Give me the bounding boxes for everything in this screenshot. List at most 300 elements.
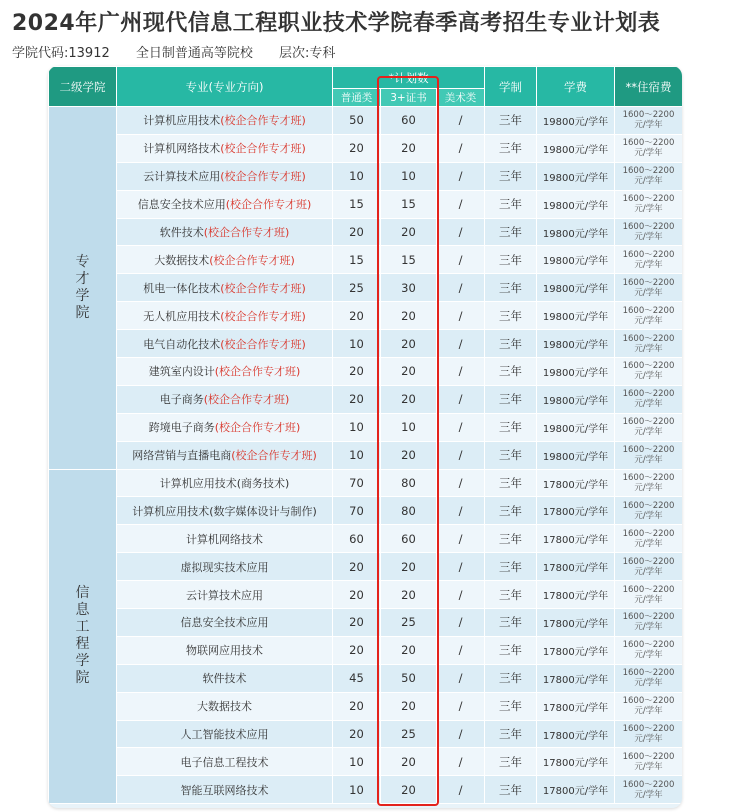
major-cell	[117, 134, 333, 162]
art-count: /	[437, 469, 485, 497]
art-count: /	[437, 581, 485, 609]
major-cell	[117, 107, 333, 135]
duration-cell: 三年	[485, 664, 537, 692]
cert-count: 20	[381, 581, 437, 609]
table-row	[49, 609, 683, 637]
dorm-cell	[615, 190, 683, 218]
major-name: 计算机网络技术	[143, 142, 221, 156]
general-count: 25	[333, 274, 381, 302]
table-body	[49, 107, 683, 804]
dorm-unit: 元/学年	[634, 259, 663, 270]
table-row	[49, 413, 683, 441]
duration-cell: 三年	[485, 413, 537, 441]
dorm-range: 1600～2200	[622, 194, 675, 205]
fee-cell: 19800元/学年	[537, 218, 615, 246]
dorm-unit: 元/学年	[634, 734, 663, 745]
table-row	[49, 748, 683, 776]
table-row	[49, 358, 683, 386]
cert-count: 80	[381, 469, 437, 497]
header-fee: 学费	[537, 67, 615, 107]
art-count: /	[437, 385, 485, 413]
art-count: /	[437, 330, 485, 358]
cert-count: 15	[381, 190, 437, 218]
major-cell	[117, 525, 333, 553]
major-cell	[117, 776, 333, 804]
cert-count: 80	[381, 497, 437, 525]
dorm-range: 1600～2200	[622, 500, 675, 511]
fee-cell: 19800元/学年	[537, 134, 615, 162]
table-row	[49, 190, 683, 218]
major-tag: (校企合作专才班)	[220, 337, 306, 351]
general-count: 20	[333, 358, 381, 386]
dorm-cell	[615, 441, 683, 469]
duration-cell: 三年	[485, 553, 537, 581]
dorm-range: 1600～2200	[622, 779, 675, 790]
cert-count: 20	[381, 748, 437, 776]
table-row	[49, 636, 683, 664]
dorm-unit: 元/学年	[634, 510, 663, 521]
art-count: /	[437, 246, 485, 274]
fee-cell: 19800元/学年	[537, 162, 615, 190]
dorm-unit: 元/学年	[634, 427, 663, 438]
duration-cell: 三年	[485, 134, 537, 162]
major-name: 计算机应用技术	[143, 114, 221, 128]
dorm-range: 1600～2200	[622, 166, 675, 177]
table-row	[49, 107, 683, 135]
dorm-unit: 元/学年	[634, 176, 663, 187]
major-tag: (校企合作专才班)	[220, 309, 306, 323]
fee-cell: 17800元/学年	[537, 581, 615, 609]
art-count: /	[437, 692, 485, 720]
dorm-cell	[615, 497, 683, 525]
cert-count: 15	[381, 246, 437, 274]
general-count: 20	[333, 553, 381, 581]
major-name: 软件技术	[159, 226, 204, 239]
general-count: 10	[333, 330, 381, 358]
enrollment-plan-table	[48, 66, 682, 808]
table-row	[49, 274, 683, 302]
dorm-unit: 元/学年	[634, 371, 663, 382]
dorm-cell	[615, 692, 683, 720]
major-cell	[117, 218, 333, 246]
major-cell	[117, 441, 333, 469]
fee-cell: 19800元/学年	[537, 107, 615, 135]
dorm-unit: 元/学年	[634, 761, 663, 772]
major-name: 大数据技术	[197, 700, 252, 714]
table-row	[49, 525, 683, 553]
major-name: 电气自动化技术	[143, 337, 221, 351]
major-tag: (校企合作专才班)	[220, 142, 306, 156]
fee-cell: 19800元/学年	[537, 358, 615, 386]
major-tag: (校企合作专才班)	[214, 365, 301, 379]
dorm-cell	[615, 636, 683, 664]
duration-cell: 三年	[485, 107, 537, 135]
fee-cell: 17800元/学年	[537, 525, 615, 553]
dorm-unit: 元/学年	[634, 232, 663, 242]
major-cell	[117, 748, 333, 776]
general-count: 20	[333, 720, 381, 748]
general-count: 15	[333, 190, 381, 218]
general-count: 45	[333, 664, 381, 692]
major-name: 计算机网络技术	[186, 532, 263, 546]
school-code: 学院代码:13912	[12, 46, 110, 61]
cert-count: 20	[381, 776, 437, 804]
school-type: 全日制普通高等院校	[135, 46, 253, 61]
fee-cell: 17800元/学年	[537, 609, 615, 637]
cert-count: 60	[381, 107, 437, 135]
major-tag: (校企合作专才班)	[225, 198, 312, 212]
duration-cell: 三年	[485, 358, 537, 386]
art-count: /	[437, 609, 485, 637]
major-tag: (校企合作专才班)	[220, 114, 306, 128]
table-row	[49, 553, 683, 581]
dorm-unit: 元/学年	[634, 538, 663, 549]
general-count: 10	[333, 748, 381, 776]
table-row	[49, 330, 683, 358]
major-cell	[117, 664, 333, 692]
table-row	[49, 664, 683, 692]
college-cell	[49, 469, 117, 804]
dorm-cell	[615, 162, 683, 190]
dorm-unit: 元/学年	[634, 789, 663, 800]
major-tag: (校企合作专才班)	[231, 449, 317, 463]
general-count: 10	[333, 441, 381, 469]
dorm-cell	[615, 720, 683, 748]
dorm-unit: 元/学年	[634, 343, 663, 354]
art-count: /	[437, 190, 485, 218]
dorm-range: 1600～2200	[622, 751, 675, 762]
fee-cell: 17800元/学年	[537, 469, 615, 497]
general-count: 20	[333, 218, 381, 246]
dorm-unit: 元/学年	[634, 120, 663, 131]
cert-count: 60	[381, 525, 437, 553]
cert-count: 20	[381, 330, 437, 358]
cert-count: 20	[381, 385, 437, 413]
dorm-range: 1600～2200	[622, 249, 675, 260]
major-name: 云计算技术应用	[143, 170, 221, 184]
cert-count: 20	[381, 636, 437, 664]
duration-cell: 三年	[485, 609, 537, 637]
cert-count: 10	[381, 162, 437, 190]
fee-cell: 19800元/学年	[537, 330, 615, 358]
dorm-unit: 元/学年	[634, 204, 663, 215]
major-cell	[117, 330, 333, 358]
dorm-range: 1600～2200	[622, 528, 675, 539]
fee-cell: 17800元/学年	[537, 720, 615, 748]
dorm-unit: 元/学年	[634, 148, 663, 159]
major-cell	[117, 413, 333, 441]
art-count: /	[437, 720, 485, 748]
dorm-cell	[615, 413, 683, 441]
duration-cell: 三年	[485, 385, 537, 413]
dorm-range: 1600～2200	[622, 445, 675, 456]
major-name: 跨境电子商务	[148, 421, 215, 435]
duration-cell: 三年	[485, 218, 537, 246]
art-count: /	[437, 748, 485, 776]
table-row	[49, 385, 683, 413]
major-cell	[117, 469, 333, 497]
dorm-range: 1600～2200	[622, 668, 675, 679]
dorm-cell	[615, 358, 683, 386]
dorm-range: 1600～2200	[622, 222, 675, 232]
dorm-cell	[615, 302, 683, 330]
cert-count: 25	[381, 720, 437, 748]
major-name: 物联网应用技术	[186, 644, 263, 658]
dorm-range: 1600～2200	[622, 277, 675, 288]
dorm-range: 1600～2200	[622, 110, 675, 121]
major-name: 电子信息工程技术	[180, 755, 269, 769]
dorm-unit: 元/学年	[634, 622, 663, 633]
college-name: 专才学院	[75, 253, 90, 321]
art-count: /	[437, 441, 485, 469]
dorm-cell	[615, 330, 683, 358]
dorm-range: 1600～2200	[622, 389, 675, 400]
duration-cell: 三年	[485, 246, 537, 274]
header-art: 美术类	[437, 89, 485, 107]
major-name: 无人机应用技术	[143, 309, 221, 323]
general-count: 15	[333, 246, 381, 274]
major-name: 信息安全技术应用	[137, 198, 226, 212]
duration-cell: 三年	[485, 162, 537, 190]
header-major: 专业(专业方向)	[117, 67, 333, 107]
dorm-unit: 元/学年	[634, 678, 663, 689]
cert-count: 20	[381, 302, 437, 330]
cert-count: 50	[381, 664, 437, 692]
dorm-range: 1600～2200	[622, 305, 675, 316]
general-count: 20	[333, 385, 381, 413]
fee-cell: 17800元/学年	[537, 664, 615, 692]
dorm-cell	[615, 664, 683, 692]
dorm-unit: 元/学年	[634, 566, 663, 577]
duration-cell: 三年	[485, 692, 537, 720]
fee-cell: 17800元/学年	[537, 776, 615, 804]
dorm-unit: 元/学年	[634, 650, 663, 661]
major-tag: (校企合作专才班)	[220, 170, 306, 184]
general-count: 20	[333, 609, 381, 637]
dorm-range: 1600～2200	[622, 584, 675, 595]
table-row	[49, 218, 683, 246]
major-name: 人工智能技术应用	[180, 728, 269, 742]
dorm-range: 1600～2200	[622, 696, 675, 707]
table-row	[49, 581, 683, 609]
major-tag: (校企合作专才班)	[203, 226, 290, 239]
duration-cell: 三年	[485, 274, 537, 302]
duration-cell: 三年	[485, 525, 537, 553]
major-tag: (校企合作专才班)	[203, 393, 290, 407]
cert-count: 20	[381, 358, 437, 386]
duration-cell: 三年	[485, 302, 537, 330]
dorm-cell	[615, 609, 683, 637]
header-plan: *计划数	[333, 67, 485, 89]
duration-cell: 三年	[485, 776, 537, 804]
major-tag: (校企合作专才班)	[209, 253, 295, 267]
art-count: /	[437, 162, 485, 190]
table-row	[49, 776, 683, 804]
major-cell	[117, 246, 333, 274]
cert-count: 20	[381, 553, 437, 581]
dorm-cell	[615, 274, 683, 302]
dorm-cell	[615, 107, 683, 135]
major-cell	[117, 385, 333, 413]
dorm-range: 1600～2200	[622, 612, 675, 623]
duration-cell: 三年	[485, 441, 537, 469]
table-row	[49, 162, 683, 190]
duration-cell: 三年	[485, 720, 537, 748]
cert-count: 25	[381, 609, 437, 637]
general-count: 10	[333, 162, 381, 190]
dorm-cell	[615, 469, 683, 497]
major-tag: (校企合作专才班)	[214, 421, 301, 435]
fee-cell: 17800元/学年	[537, 748, 615, 776]
dorm-cell	[615, 218, 683, 246]
dorm-cell	[615, 385, 683, 413]
dorm-unit: 元/学年	[634, 483, 663, 494]
header-college: 二级学院	[49, 67, 117, 107]
header-duration: 学制	[485, 67, 537, 107]
fee-cell: 19800元/学年	[537, 413, 615, 441]
major-name: 信息安全技术应用	[180, 616, 269, 630]
general-count: 20	[333, 134, 381, 162]
major-cell	[117, 553, 333, 581]
table-row	[49, 469, 683, 497]
major-name: 计算机应用技术(商务技术)	[159, 477, 290, 491]
major-name: 软件技术	[202, 672, 247, 686]
art-count: /	[437, 218, 485, 246]
major-name: 虚拟现实技术应用	[180, 560, 269, 574]
dorm-range: 1600～2200	[622, 640, 675, 651]
dorm-unit: 元/学年	[634, 287, 663, 298]
major-name: 机电一体化技术	[143, 281, 221, 295]
cert-count: 10	[381, 413, 437, 441]
cert-count: 30	[381, 274, 437, 302]
fee-cell: 17800元/学年	[537, 636, 615, 664]
dorm-cell	[615, 748, 683, 776]
dorm-range: 1600～2200	[622, 556, 675, 567]
art-count: /	[437, 553, 485, 581]
general-count: 70	[333, 469, 381, 497]
art-count: /	[437, 274, 485, 302]
major-cell	[117, 636, 333, 664]
general-count: 20	[333, 302, 381, 330]
major-name: 大数据技术	[154, 253, 210, 267]
dorm-cell	[615, 525, 683, 553]
art-count: /	[437, 358, 485, 386]
dorm-cell	[615, 246, 683, 274]
dorm-unit: 元/学年	[634, 455, 663, 466]
major-tag: (校企合作专才班)	[220, 281, 306, 295]
general-count: 50	[333, 107, 381, 135]
general-count: 10	[333, 413, 381, 441]
duration-cell: 三年	[485, 497, 537, 525]
duration-cell: 三年	[485, 469, 537, 497]
fee-cell: 17800元/学年	[537, 497, 615, 525]
dorm-unit: 元/学年	[634, 399, 663, 410]
general-count: 10	[333, 776, 381, 804]
cert-count: 20	[381, 218, 437, 246]
dorm-cell	[615, 776, 683, 804]
duration-cell: 三年	[485, 581, 537, 609]
dorm-range: 1600～2200	[622, 138, 675, 149]
cert-count: 20	[381, 692, 437, 720]
major-name: 建筑室内设计	[148, 365, 215, 379]
dorm-unit: 元/学年	[634, 594, 663, 605]
table-row	[49, 441, 683, 469]
duration-cell: 三年	[485, 330, 537, 358]
cert-count: 20	[381, 441, 437, 469]
fee-cell: 19800元/学年	[537, 274, 615, 302]
header-dorm: **住宿费	[615, 67, 683, 107]
art-count: /	[437, 497, 485, 525]
college-cell	[49, 107, 117, 470]
general-count: 60	[333, 525, 381, 553]
dorm-cell	[615, 134, 683, 162]
major-cell	[117, 720, 333, 748]
dorm-range: 1600～2200	[622, 333, 675, 344]
general-count: 70	[333, 497, 381, 525]
cert-count: 20	[381, 134, 437, 162]
header-general: 普通类	[333, 89, 381, 107]
major-cell	[117, 581, 333, 609]
major-cell	[117, 692, 333, 720]
page-title: 2024年广州现代信息工程职业技术学院春季高考招生专业计划表	[12, 11, 661, 36]
table-row	[49, 497, 683, 525]
fee-cell: 19800元/学年	[537, 246, 615, 274]
art-count: /	[437, 525, 485, 553]
dorm-range: 1600～2200	[622, 361, 675, 372]
school-level: 层次:专科	[279, 46, 336, 61]
art-count: /	[437, 107, 485, 135]
major-cell	[117, 358, 333, 386]
duration-cell: 三年	[485, 190, 537, 218]
school-info	[12, 42, 357, 61]
general-count: 20	[333, 692, 381, 720]
general-count: 20	[333, 636, 381, 664]
major-name: 云计算技术应用	[186, 588, 263, 602]
table-row	[49, 134, 683, 162]
dorm-range: 1600～2200	[622, 473, 675, 484]
major-cell	[117, 302, 333, 330]
fee-cell: 19800元/学年	[537, 190, 615, 218]
art-count: /	[437, 776, 485, 804]
fee-cell: 19800元/学年	[537, 302, 615, 330]
art-count: /	[437, 302, 485, 330]
major-cell	[117, 190, 333, 218]
dorm-unit: 元/学年	[634, 315, 663, 326]
fee-cell: 17800元/学年	[537, 553, 615, 581]
dorm-unit: 元/学年	[634, 706, 663, 717]
fee-cell: 19800元/学年	[537, 385, 615, 413]
general-count: 20	[333, 581, 381, 609]
dorm-cell	[615, 581, 683, 609]
header-cert: 3+证书	[381, 89, 437, 107]
fee-cell: 19800元/学年	[537, 441, 615, 469]
major-cell	[117, 497, 333, 525]
major-cell	[117, 609, 333, 637]
dorm-range: 1600～2200	[622, 724, 675, 735]
art-count: /	[437, 413, 485, 441]
art-count: /	[437, 134, 485, 162]
table-row	[49, 720, 683, 748]
fee-cell: 17800元/学年	[537, 692, 615, 720]
art-count: /	[437, 636, 485, 664]
major-cell	[117, 162, 333, 190]
major-cell	[117, 274, 333, 302]
dorm-cell	[615, 553, 683, 581]
college-name: 信息工程学院	[75, 585, 90, 687]
table-row	[49, 246, 683, 274]
major-name: 计算机应用技术(数字媒体设计与制作)	[132, 504, 317, 518]
duration-cell: 三年	[485, 636, 537, 664]
